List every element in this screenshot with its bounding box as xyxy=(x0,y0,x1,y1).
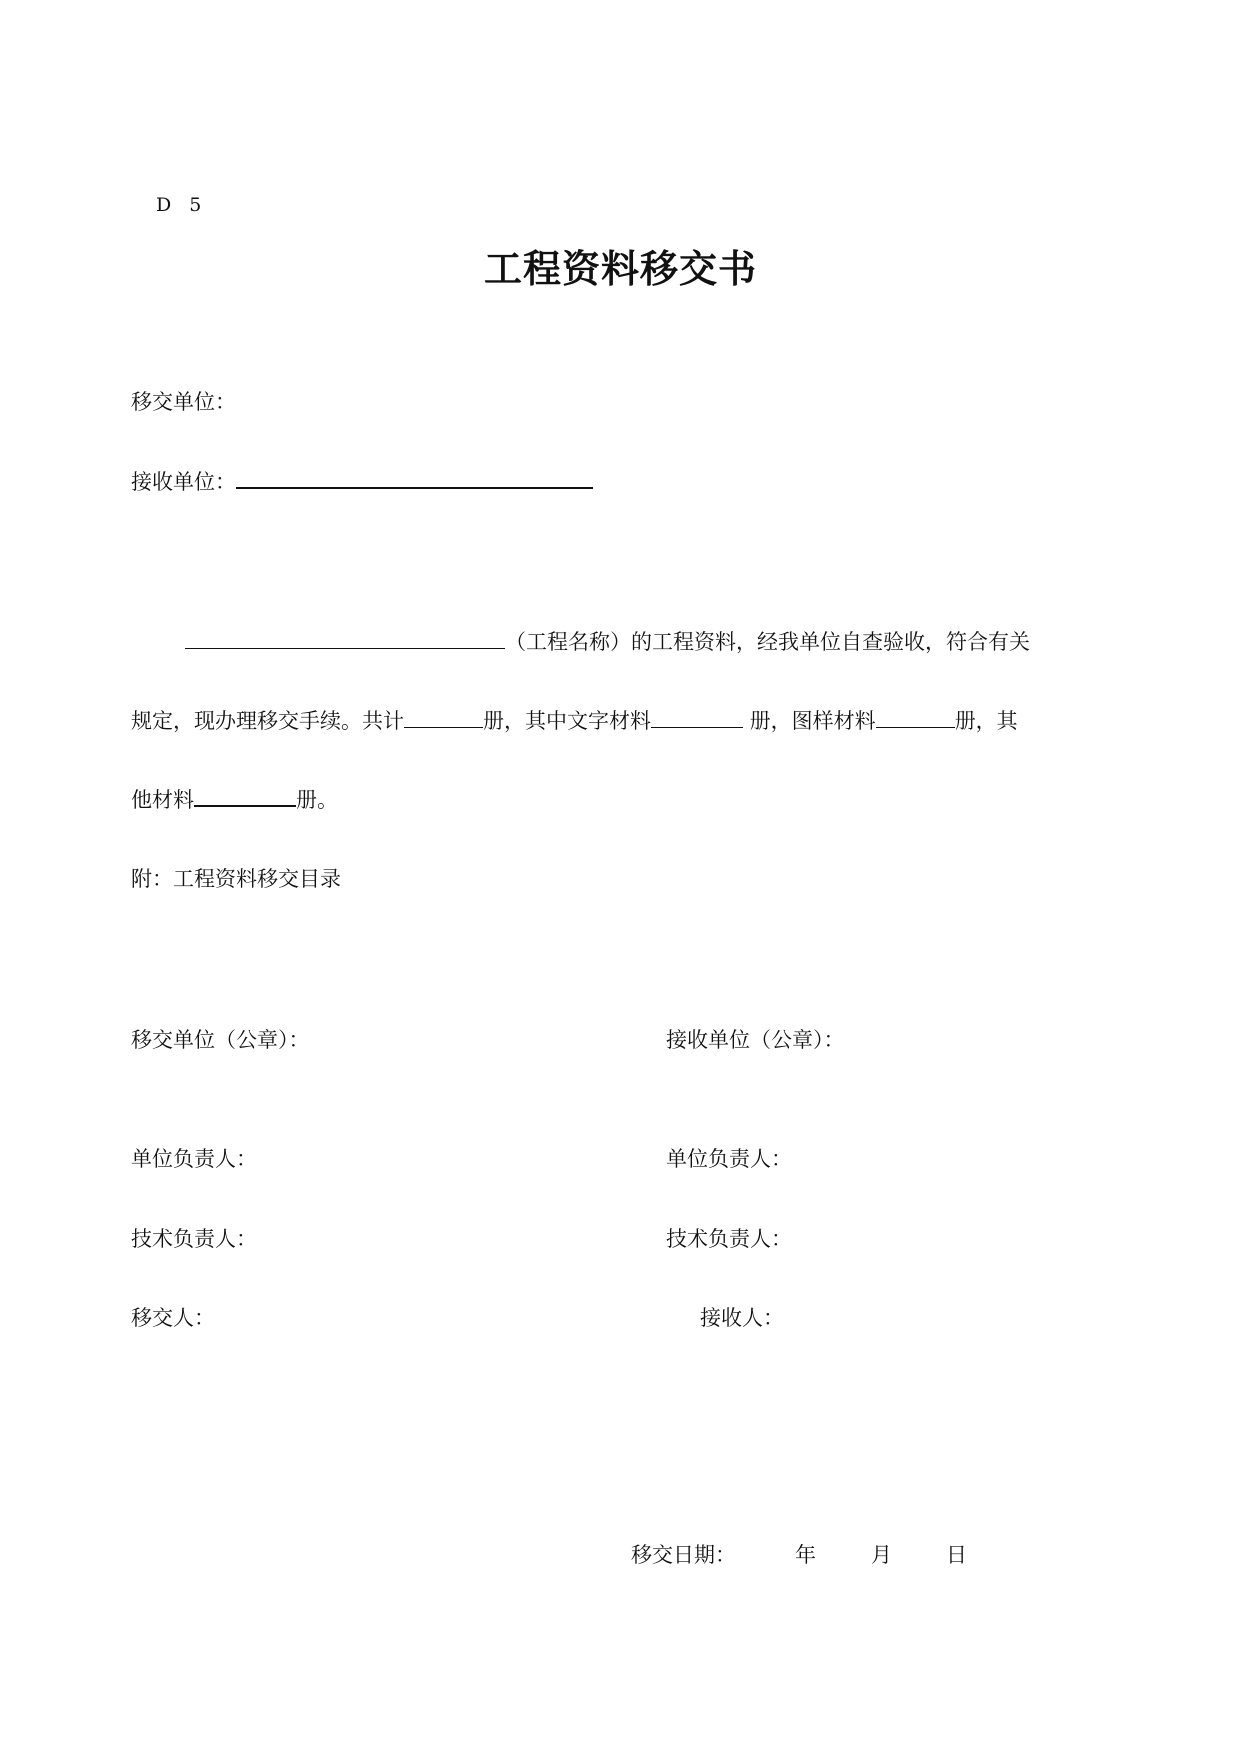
transfer-unit-label: 移交单位： xyxy=(131,390,236,414)
date-day: 日 xyxy=(946,1543,967,1567)
transferor-label: 移交人： xyxy=(131,1306,215,1330)
body-text: 规定，现办理移交手续。共计 xyxy=(131,709,404,733)
date-year: 年 xyxy=(795,1543,816,1567)
project-name-note: （工程名称）的工程资料，经我单位自查验收，符合有关 xyxy=(505,630,1030,654)
right-tech-label: 技术负责人： xyxy=(666,1227,792,1251)
receiver-label: 接收人： xyxy=(700,1306,784,1330)
attachment-note: 附：工程资料移交目录 xyxy=(131,867,341,891)
right-seal-label: 接收单位（公章）： xyxy=(666,1028,845,1052)
right-head-label: 单位负责人： xyxy=(666,1147,792,1171)
document-title: 工程资料移交书 xyxy=(483,246,757,291)
total-volumes-blank[interactable] xyxy=(404,726,483,728)
date-month: 月 xyxy=(871,1543,892,1567)
body-line-2 xyxy=(131,711,1018,732)
project-name-blank[interactable] xyxy=(185,647,505,649)
date-label: 移交日期： xyxy=(631,1543,736,1567)
document-code: D 5 xyxy=(156,194,208,216)
body-text: 册，其中文字材料 xyxy=(483,709,651,733)
receive-unit-label: 接收单位： xyxy=(131,470,236,494)
receive-unit-blank[interactable] xyxy=(236,486,593,489)
body-text: 他材料 xyxy=(131,788,194,812)
body-line-3 xyxy=(131,790,338,811)
body-text: 册，图样材料 xyxy=(743,709,876,733)
body-line-1 xyxy=(185,632,1030,653)
body-text: 册。 xyxy=(296,788,338,812)
left-seal-label: 移交单位（公章）： xyxy=(131,1028,310,1052)
receive-unit-row xyxy=(131,472,593,493)
other-volumes-blank[interactable] xyxy=(194,804,296,807)
left-head-label: 单位负责人： xyxy=(131,1147,257,1171)
left-tech-label: 技术负责人： xyxy=(131,1227,257,1251)
drawing-volumes-blank[interactable] xyxy=(876,726,955,728)
body-text: 册，其 xyxy=(954,709,1018,733)
text-volumes-blank[interactable] xyxy=(651,726,743,728)
